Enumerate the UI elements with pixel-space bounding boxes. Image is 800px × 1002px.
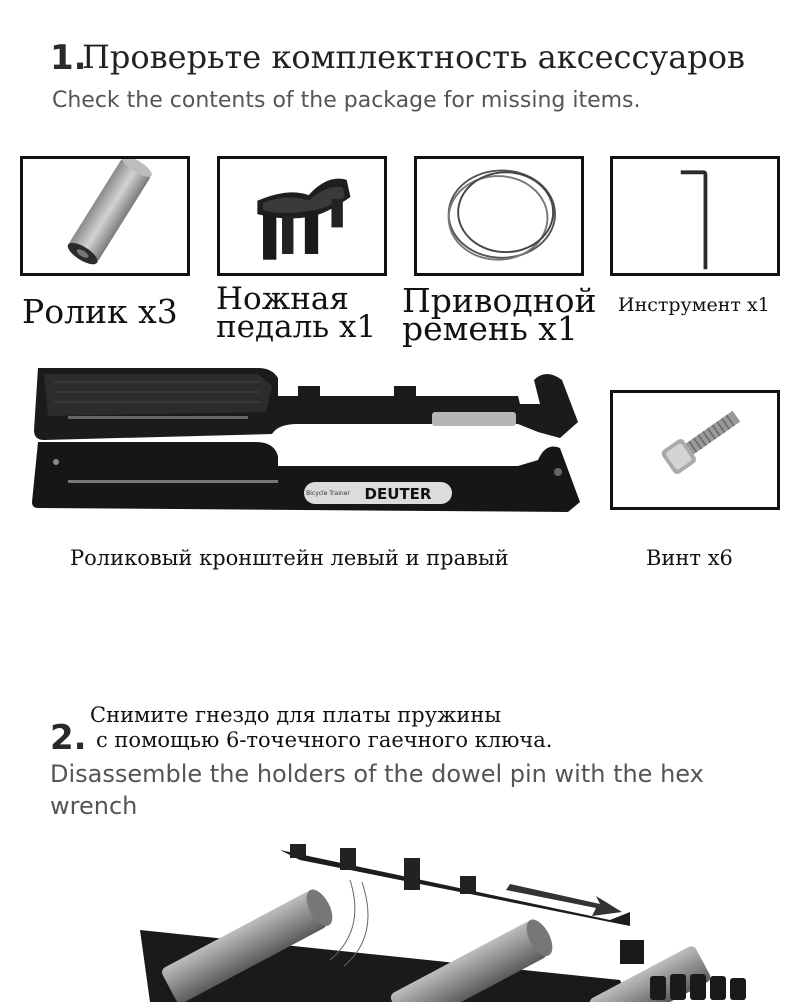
bracket-logo-text: DEUTER [364,485,432,503]
roller-box [20,156,190,276]
roller-brackets-image [28,362,586,514]
screw-icon [613,393,777,507]
roller-icon [23,159,187,273]
foot-pedal-box [217,156,387,276]
roller-caption: Ролик x3 [22,292,178,331]
hex-key-box [610,156,780,276]
bracket-caption: Роликовый кронштейн левый и правый [70,546,509,570]
hex-key-icon [613,159,777,273]
screw-box [610,390,780,510]
step-1-subtitle: Check the contents of the package for missing items. [52,88,641,113]
step-2-subtitle-line2: wrench [50,792,138,820]
drive-belt-box [414,156,584,276]
step-2-subtitle-line1: Disassemble the holders of the dowel pin with the hex [50,760,704,788]
foot-pedal-caption-line2: педаль x1 [216,309,377,345]
step-2-title-line2: с помощью 6-точечного гаечного ключа. [96,728,553,752]
foot-pedal-caption-line1: Ножная [216,281,349,317]
drive-belt-icon [417,159,581,273]
hex-key-caption: Инструмент x1 [618,294,770,316]
assembly-image [130,840,770,1002]
foot-pedal-icon [220,159,384,273]
step-1-title: Проверьте комплектность аксессуаров [82,38,746,76]
step-1-number: 1. [50,38,87,78]
drive-belt-caption-line2: ремень x1 [402,309,578,348]
screw-caption: Винт x6 [646,546,733,570]
step-2-number: 2. [50,718,87,758]
step-2-title-line1: Снимите гнездо для платы пружины [90,703,502,727]
bracket-logo-sub: Bicycle Trainer [306,490,350,497]
drive-belt-caption-line1: Приводной [402,281,597,320]
